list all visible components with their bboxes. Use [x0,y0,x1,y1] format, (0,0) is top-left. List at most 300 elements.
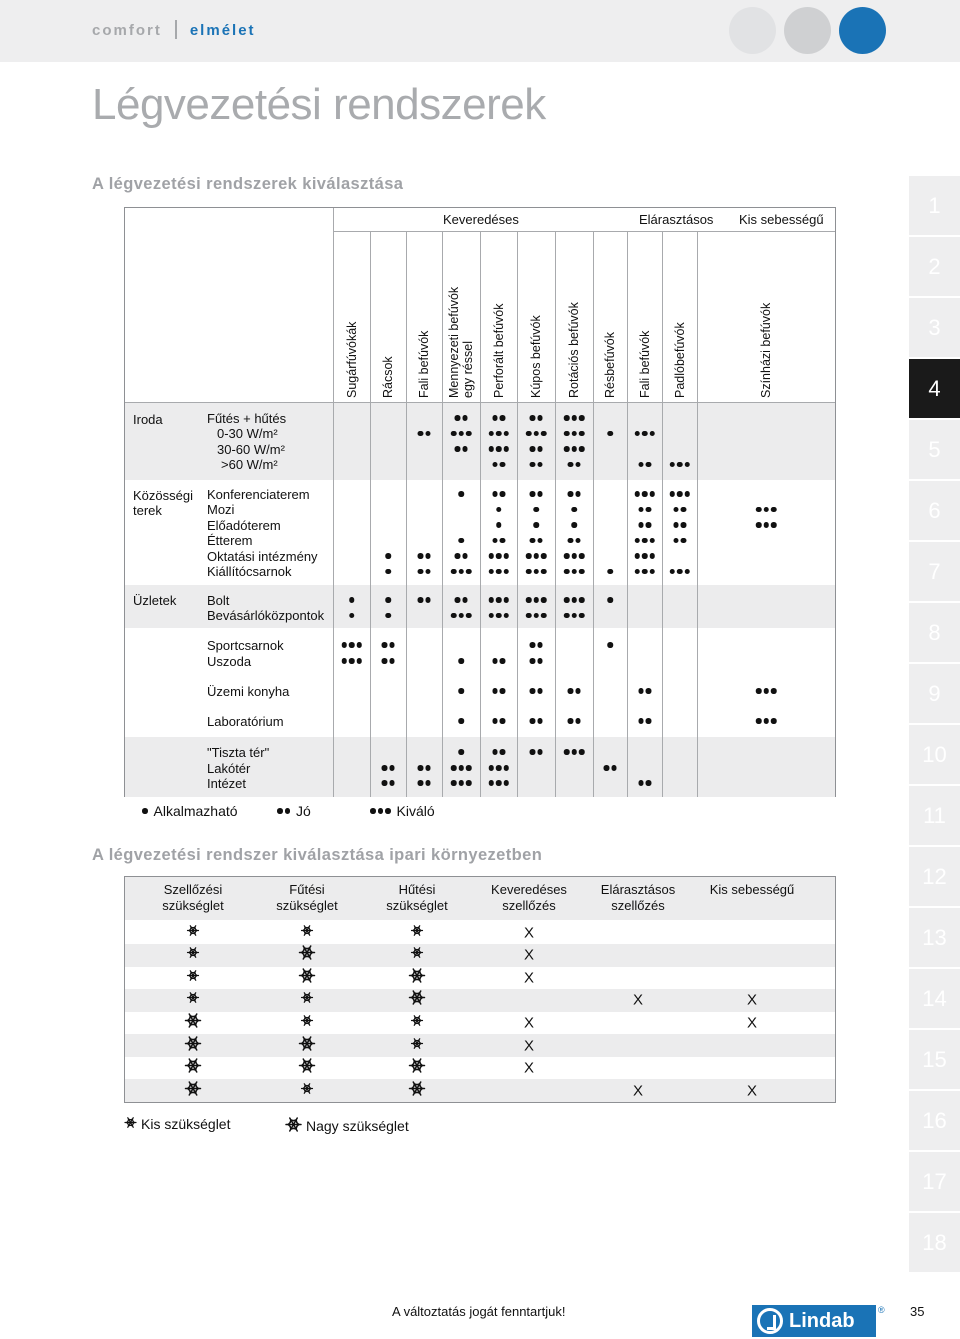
chapter-tab-14[interactable]: 14 [909,969,960,1028]
rating-dot [579,415,585,421]
rating-dots [492,688,505,694]
legend-label-2: Jó [296,803,311,819]
rating-dot [500,749,506,755]
rating-dot [763,522,769,528]
rating-dot [466,765,472,771]
rating-dot [571,446,577,452]
rating-dots [418,553,431,559]
rating-dots [638,462,651,468]
chapter-tab-6[interactable]: 6 [909,481,960,540]
chapter-tab-3[interactable]: 3 [909,298,960,357]
row-label: Intézet [207,775,247,791]
rating-dots [341,642,362,648]
rating-dots [530,491,543,497]
rating-dots [530,538,543,544]
rating-dot [677,569,683,575]
column-header-2: Fali befúvók [417,330,431,398]
rating-dots [451,613,472,619]
rating-dot [771,522,777,528]
rating-dot [634,553,640,559]
snowflake-small-icon [301,1014,314,1032]
legend-dots-1 [142,808,148,814]
chapter-tab-17[interactable]: 17 [909,1152,960,1211]
rating-dots [488,446,509,452]
rating-dot [356,642,362,648]
rating-dots [458,538,464,544]
rating-dot [607,569,613,575]
snowflake-large-icon [299,1057,316,1079]
row-label: Sportcsarnok [207,637,284,653]
rating-dots [568,462,581,468]
rating-dot [537,749,543,755]
rating-dots [673,522,686,528]
rating-dot [500,718,506,724]
rating-dot [537,415,543,421]
rating-dot [466,613,472,619]
rating-dot [492,658,498,664]
rating-dot [458,569,464,575]
snowflake-small-icon [411,924,424,942]
rating-dots [488,780,509,786]
rating-dot [579,597,585,603]
rating-dot [500,415,506,421]
rating-dots [571,507,577,513]
rating-dot [526,553,532,559]
snowflake-large-icon [299,967,316,989]
rating-dot [492,462,498,468]
column-header-6: Rotációs befúvók [567,302,581,398]
column-header-0: Sugárfúvókák [344,321,359,398]
rating-dot [389,765,395,771]
rating-dots [530,658,543,664]
rating-dot [382,642,388,648]
rating-dots [530,462,543,468]
group-header-kis-sebessegu: Kis sebességű [739,212,824,227]
industrial-header-1: Fűtési szükséglet [276,882,338,913]
rating-dot [530,749,536,755]
rating-dot [579,749,585,755]
rating-dot [537,446,543,452]
rating-dot [503,780,509,786]
industrial-table [124,876,836,1103]
rating-dot [496,569,502,575]
rating-dot [604,765,610,771]
chapter-tab-15[interactable]: 15 [909,1030,960,1089]
rating-dots [385,597,391,603]
snowflake-large-icon [285,1116,306,1136]
rating-dots [568,718,581,724]
rating-dot [568,491,574,497]
rating-dot [771,507,777,513]
rating-dot [756,507,762,513]
rating-dot [425,431,431,437]
rating-dots [341,658,362,664]
industrial-row-3 [125,989,835,1012]
rating-dots [349,613,355,619]
chapter-tab-7[interactable]: 7 [909,542,960,601]
chapter-tab-11[interactable]: 11 [909,786,960,845]
rating-dot [458,538,464,544]
rating-dot [638,522,644,528]
rating-dots [455,446,468,452]
row-label: Előadóterem [207,517,281,533]
x-mark: X [746,1014,758,1032]
rating-dot [568,718,574,724]
rating-dots [488,765,509,771]
rating-dot [571,613,577,619]
chapter-tab-13[interactable]: 13 [909,908,960,967]
legend-label-1: Alkalmazható [153,803,238,819]
rating-dot [492,538,498,544]
snowflake-large-icon [409,967,426,989]
rating-dot [455,415,461,421]
rating-dots [607,431,613,437]
rating-dot [575,718,581,724]
chapter-tab-9[interactable]: 9 [909,664,960,723]
legend-large-label: Nagy szükséglet [306,1118,409,1134]
legend-small [124,1116,230,1132]
rating-dot [503,569,509,575]
rating-dot [634,431,640,437]
rating-dot [763,718,769,724]
rating-dot [564,446,570,452]
rating-dot [763,507,769,513]
rating-dot [488,431,494,437]
rating-dot [571,415,577,421]
row-label: Bevásárlóközpontok [207,608,325,623]
category-label-2: Üzletek [133,593,177,608]
legend-jo [277,803,311,819]
rating-dot [537,538,543,544]
rating-dots [634,569,655,575]
snowflake-small-icon [411,1014,424,1032]
rating-dot [488,446,494,452]
rating-dot [382,765,388,771]
rating-dots [526,569,547,575]
rating-dots [455,415,468,421]
rating-dots [634,553,655,559]
snowflake-small-icon [301,924,314,942]
rating-dot [634,569,640,575]
rating-dot [681,507,687,513]
rating-dot [496,446,502,452]
registered-mark: ® [878,1305,885,1315]
rating-dot [492,718,498,724]
rating-dots [533,522,539,528]
rating-dot [530,462,536,468]
column-header-8: Fali befúvók [637,330,652,398]
chapter-tab-16[interactable]: 16 [909,1091,960,1150]
x-mark: X [746,991,758,1009]
rating-dot [673,507,679,513]
col-line-4 [480,231,481,797]
col-line-8 [627,231,628,797]
chapter-tab-18[interactable]: 18 [909,1213,960,1272]
rating-dots [564,415,585,421]
rating-dots [458,658,464,664]
section1-title: A légvezetési rendszerek kiválasztása [92,175,404,193]
rating-dot [579,569,585,575]
rating-dot [649,553,655,559]
rating-dot [503,613,509,619]
rating-dots [638,688,651,694]
rating-dot [669,462,675,468]
rating-dots [496,522,502,528]
rating-dot [492,491,498,497]
rating-dot [500,688,506,694]
x-mark: X [523,1014,535,1032]
snowflake-small-icon [411,1037,424,1055]
rating-dots [418,569,431,575]
rating-dot [537,658,543,664]
rating-dot [389,642,395,648]
rating-dot [458,765,464,771]
chapter-tab-10[interactable]: 10 [909,725,960,784]
industrial-row-4 [125,1011,835,1034]
chapter-tab-1[interactable]: 1 [909,176,960,235]
rating-dot [533,569,539,575]
col-line-1 [370,231,371,797]
column-header-10: Színházi befúvók [759,302,773,398]
rating-dot [389,658,395,664]
rating-dots [455,597,468,603]
rating-dot [462,597,468,603]
rating-dots [385,613,391,619]
col-line-10 [697,231,698,797]
rating-dots [488,431,509,437]
rating-dots [492,718,505,724]
rating-dot [500,462,506,468]
rating-dot [669,569,675,575]
rating-dot [537,642,543,648]
rating-dot [458,688,464,694]
chapter-tab-4[interactable]: 4 [909,359,960,418]
col-line-9 [662,231,663,797]
rating-dot [571,597,577,603]
rating-dot [382,780,388,786]
snowflake-large-icon [185,1012,202,1034]
rating-dots [756,718,777,724]
rating-dot [646,780,652,786]
category-label-1: Közösségi terek [133,488,193,518]
col-line-3 [442,231,443,797]
rating-dots [526,431,547,437]
header-rule [333,231,835,232]
rating-dot [575,538,581,544]
rating-dot [537,491,543,497]
rating-dots [488,597,509,603]
rating-dots [756,522,777,528]
rating-dots [492,749,505,755]
row-label: Fűtés + hűtés [207,410,287,426]
x-mark: X [523,946,535,964]
rating-dots [458,749,464,755]
brand-elmelet: elmélet [189,22,256,39]
rating-dot [642,431,648,437]
rating-dot [462,553,468,559]
x-mark: X [746,1082,758,1100]
rating-dot [677,491,683,497]
rating-dots [492,658,505,664]
rating-dot [756,718,762,724]
rating-dots [488,569,509,575]
column-header-1: Rácsok [381,356,395,398]
rating-dot [503,553,509,559]
snowflake-large-icon [185,1057,202,1079]
rating-dots [530,688,543,694]
brand-comfort: comfort [92,22,162,39]
rating-dot [649,431,655,437]
industrial-row-1 [125,944,835,967]
rating-dot [530,538,536,544]
snowflake-small-icon [187,924,200,942]
rating-dot [568,538,574,544]
industrial-row-7 [125,1079,835,1102]
page-number: 35 [910,1304,925,1319]
rating-dot [541,613,547,619]
rating-dot [385,613,391,619]
rating-dot [503,446,509,452]
rating-dot [526,431,532,437]
col-line-5 [517,231,518,797]
rating-dot [646,522,652,528]
rating-dot [466,780,472,786]
rating-dots [385,553,391,559]
rating-dot [564,569,570,575]
rating-dot [385,569,391,575]
rating-dot [634,491,640,497]
rating-dots [458,688,464,694]
footer-note: A változtatás jogát fenntartjuk! [392,1304,566,1319]
rating-dots [382,658,395,664]
rating-dots [349,597,355,603]
rating-dot [579,431,585,437]
brand-separator [175,20,177,39]
rating-dot [418,765,424,771]
x-mark: X [523,1059,535,1077]
rating-dot [571,553,577,559]
rating-dot [503,597,509,603]
snowflake-small-icon [411,946,424,964]
rating-dot [455,597,461,603]
rating-dots [607,597,613,603]
rating-dot [418,553,424,559]
rating-dot [425,553,431,559]
rating-dot [579,613,585,619]
row-label: Oktatási intézmény [207,548,318,564]
rating-dot [571,749,577,755]
rating-dot [575,462,581,468]
rating-dot [638,718,644,724]
snowflake-small-icon [187,969,200,987]
rating-dot [349,597,355,603]
rating-dot [564,749,570,755]
rating-dot [341,642,347,648]
chapter-tab-2[interactable]: 2 [909,237,960,296]
rating-dot [533,613,539,619]
rating-dot [496,507,502,513]
rating-dot [638,507,644,513]
rating-dots [669,569,690,575]
rating-dots [604,765,617,771]
rating-dot [530,491,536,497]
rating-dot [646,688,652,694]
rating-dot [458,780,464,786]
rating-dots [564,613,585,619]
rating-dots [638,507,651,513]
rating-dot [771,718,777,724]
rating-dots [634,538,655,544]
rating-dot [756,522,762,528]
rating-dots [526,597,547,603]
row-label: Lakótér [207,760,251,776]
rating-dot [541,569,547,575]
rating-dot [537,688,543,694]
rating-dots [382,780,395,786]
industrial-header-5: Kis sebességű [709,882,795,897]
rating-dot [533,553,539,559]
rating-dot [642,491,648,497]
rating-dot [500,491,506,497]
rating-dots [492,462,505,468]
section2-title: A légvezetési rendszer kiválasztása ipari környezetben [92,846,543,864]
rating-dots [673,507,686,513]
rating-dot [349,658,355,664]
rating-dot [418,597,424,603]
rating-dot [530,415,536,421]
rating-dot [458,749,464,755]
rating-dot [496,613,502,619]
rating-dots [492,491,505,497]
industrial-row-2 [125,966,835,989]
decor-circle-2 [784,7,831,54]
rating-dot [356,658,362,664]
row-label: "Tiszta tér" [207,744,270,760]
rating-dots [526,553,547,559]
rating-dots [530,642,543,648]
chapter-tab-5[interactable]: 5 [909,420,960,479]
x-mark: X [523,969,535,987]
rating-dot [646,507,652,513]
rating-dot [564,553,570,559]
rating-dot [500,538,506,544]
rating-dot [503,765,509,771]
column-header-7: Résbefúvók [603,331,617,398]
legend-dots-2 [277,808,290,814]
rating-dots [568,688,581,694]
rating-dot [341,658,347,664]
rating-dot [530,718,536,724]
chapter-tab-12[interactable]: 12 [909,847,960,906]
col-line-0 [333,208,334,797]
snowflake-large-icon [185,1080,202,1102]
rating-dot [496,780,502,786]
rating-dot [455,446,461,452]
industrial-row-0 [125,921,835,944]
rating-dots [382,765,395,771]
rating-dots [488,553,509,559]
rating-dot [385,597,391,603]
rating-dot [568,462,574,468]
rating-dot [451,431,457,437]
snowflake-small-icon [301,1082,314,1100]
rating-dot [458,431,464,437]
row-label: 30-60 W/m² [217,441,285,457]
rating-dots [530,718,543,724]
chapter-tab-8[interactable]: 8 [909,603,960,662]
rating-dots [418,431,431,437]
column-header-5: Kúpos befúvók [529,315,543,398]
